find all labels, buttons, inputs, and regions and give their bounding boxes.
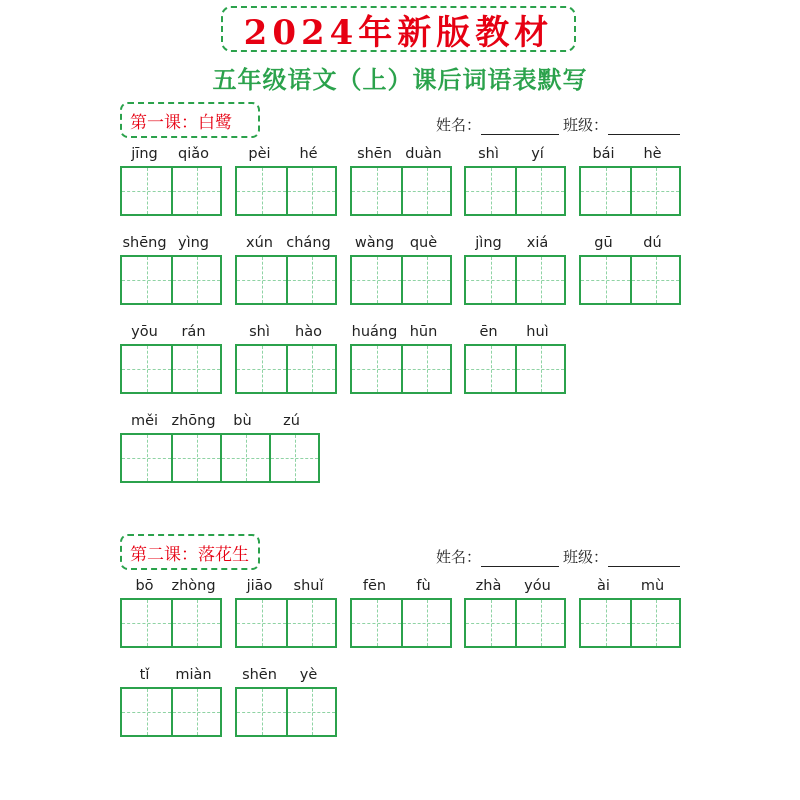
writing-cell[interactable]: [515, 168, 564, 214]
class-blank[interactable]: [608, 552, 680, 567]
name-class-line: [436, 114, 684, 135]
writing-grid: [350, 344, 452, 394]
writing-cell[interactable]: [581, 600, 630, 646]
pinyin-syllable: fēn: [362, 578, 387, 594]
writing-cell[interactable]: [630, 600, 679, 646]
pinyin-syllable: yìng: [177, 235, 209, 251]
pinyin-syllable: bō: [135, 578, 154, 594]
pinyin-syllable: yè: [299, 667, 318, 683]
writing-grid: [579, 255, 681, 305]
lesson-title-box: [120, 102, 260, 138]
writing-cell[interactable]: [171, 600, 220, 646]
writing-cell[interactable]: [286, 600, 335, 646]
pinyin-syllable: hào: [295, 324, 322, 340]
pinyin-syllable: mù: [640, 578, 665, 594]
pinyin-syllable: gū: [594, 235, 613, 251]
pinyin-syllable: zhōng: [171, 413, 216, 429]
pinyin-syllable: ēn: [479, 324, 498, 340]
pinyin-syllable: bù: [233, 413, 252, 429]
name-label: 姓名：: [436, 116, 482, 134]
writing-grid: [235, 344, 337, 394]
pinyin-syllable: duàn: [405, 146, 442, 162]
writing-cell[interactable]: [286, 346, 335, 392]
writing-grid: [464, 166, 566, 216]
name-blank[interactable]: [481, 552, 559, 567]
lesson-title-box: [120, 534, 260, 570]
writing-grid: [235, 255, 337, 305]
writing-cell[interactable]: [581, 257, 630, 303]
writing-cell[interactable]: [466, 600, 515, 646]
lesson-title: 第一课：白鹭: [130, 112, 232, 133]
pinyin-syllable: fù: [416, 578, 431, 594]
pinyin-syllable: wàng: [354, 235, 395, 251]
class-blank[interactable]: [608, 120, 680, 135]
writing-cell[interactable]: [122, 257, 171, 303]
pinyin-syllable: shuǐ: [293, 578, 324, 594]
writing-grid: [464, 344, 566, 394]
pinyin-syllable: hè: [643, 146, 662, 162]
pinyin-syllable: yóu: [524, 578, 551, 594]
pinyin-syllable: xiá: [526, 235, 549, 251]
page-subtitle: 五年级语文（上）课后词语表默写: [212, 66, 588, 94]
pinyin-syllable: ài: [597, 578, 610, 594]
writing-cell[interactable]: [286, 689, 335, 735]
writing-grid: [235, 166, 337, 216]
writing-cell[interactable]: [237, 689, 286, 735]
pinyin-syllable: zú: [283, 413, 300, 429]
writing-cell[interactable]: [122, 346, 171, 392]
writing-cell[interactable]: [237, 600, 286, 646]
pinyin-syllable: cháng: [286, 235, 331, 251]
pinyin-syllable: pèi: [248, 146, 271, 162]
writing-cell[interactable]: [171, 689, 220, 735]
pinyin-syllable: xún: [246, 235, 273, 251]
lesson-title: 第二课：落花生: [130, 544, 249, 565]
writing-cell[interactable]: [286, 257, 335, 303]
pinyin-syllable: shì: [478, 146, 499, 162]
title-banner: [221, 6, 576, 52]
writing-cell[interactable]: [171, 168, 220, 214]
pinyin-syllable: hé: [299, 146, 318, 162]
writing-cell[interactable]: [171, 435, 220, 481]
writing-grid: [120, 166, 222, 216]
writing-cell[interactable]: [466, 168, 515, 214]
writing-cell[interactable]: [352, 257, 401, 303]
pinyin-syllable: shēn: [357, 146, 392, 162]
writing-grid: [350, 166, 452, 216]
writing-cell[interactable]: [401, 168, 450, 214]
writing-grid: [579, 598, 681, 648]
writing-cell[interactable]: [237, 168, 286, 214]
name-label: 姓名：: [436, 548, 482, 566]
writing-cell[interactable]: [122, 600, 171, 646]
page-title: 2024年新版教材: [243, 12, 554, 53]
writing-cell[interactable]: [515, 600, 564, 646]
pinyin-syllable: huì: [526, 324, 549, 340]
writing-cell[interactable]: [171, 346, 220, 392]
writing-cell[interactable]: [581, 168, 630, 214]
writing-cell[interactable]: [171, 257, 220, 303]
writing-grid: [235, 598, 337, 648]
class-label: 班级：: [563, 116, 609, 134]
writing-cell[interactable]: [466, 346, 515, 392]
writing-cell[interactable]: [220, 435, 269, 481]
pinyin-syllable: shēng: [122, 235, 167, 251]
writing-cell[interactable]: [122, 168, 171, 214]
pinyin-syllable: shēn: [242, 667, 277, 683]
writing-grid: [464, 598, 566, 648]
name-blank[interactable]: [481, 120, 559, 135]
pinyin-syllable: hūn: [409, 324, 438, 340]
writing-grid: [120, 598, 222, 648]
writing-grid: [464, 255, 566, 305]
pinyin-syllable: jìng: [475, 235, 502, 251]
writing-grid: [579, 166, 681, 216]
pinyin-syllable: zhà: [475, 578, 502, 594]
writing-cell[interactable]: [269, 435, 318, 481]
writing-cell[interactable]: [352, 168, 401, 214]
pinyin-syllable: rán: [181, 324, 206, 340]
writing-cell[interactable]: [237, 257, 286, 303]
pinyin-syllable: jiāo: [246, 578, 273, 594]
class-label: 班级：: [563, 548, 609, 566]
writing-cell[interactable]: [352, 600, 401, 646]
writing-grid: [120, 255, 222, 305]
pinyin-syllable: zhòng: [171, 578, 216, 594]
writing-cell[interactable]: [630, 257, 679, 303]
writing-cell[interactable]: [515, 346, 564, 392]
writing-cell[interactable]: [401, 257, 450, 303]
writing-cell[interactable]: [401, 346, 450, 392]
pinyin-syllable: yí: [531, 146, 544, 162]
pinyin-syllable: miàn: [175, 667, 212, 683]
writing-cell[interactable]: [122, 689, 171, 735]
pinyin-syllable: měi: [130, 413, 159, 429]
pinyin-syllable: qiǎo: [178, 146, 209, 162]
pinyin-syllable: bái: [592, 146, 615, 162]
writing-cell[interactable]: [122, 435, 171, 481]
writing-cell[interactable]: [466, 257, 515, 303]
name-class-line: [436, 546, 684, 567]
pinyin-syllable: huáng: [351, 324, 398, 340]
pinyin-syllable: yōu: [131, 324, 158, 340]
writing-grid: [350, 598, 452, 648]
writing-cell[interactable]: [630, 168, 679, 214]
pinyin-syllable: tǐ: [139, 667, 150, 683]
writing-cell[interactable]: [515, 257, 564, 303]
writing-cell[interactable]: [352, 346, 401, 392]
writing-cell[interactable]: [286, 168, 335, 214]
pinyin-syllable: què: [409, 235, 438, 251]
pinyin-syllable: shì: [249, 324, 270, 340]
writing-grid: [120, 687, 222, 737]
pinyin-syllable: dú: [643, 235, 662, 251]
writing-grid: [120, 433, 320, 483]
writing-grid: [120, 344, 222, 394]
writing-grid: [350, 255, 452, 305]
writing-cell[interactable]: [401, 600, 450, 646]
writing-grid: [235, 687, 337, 737]
pinyin-syllable: jīng: [131, 146, 158, 162]
writing-cell[interactable]: [237, 346, 286, 392]
